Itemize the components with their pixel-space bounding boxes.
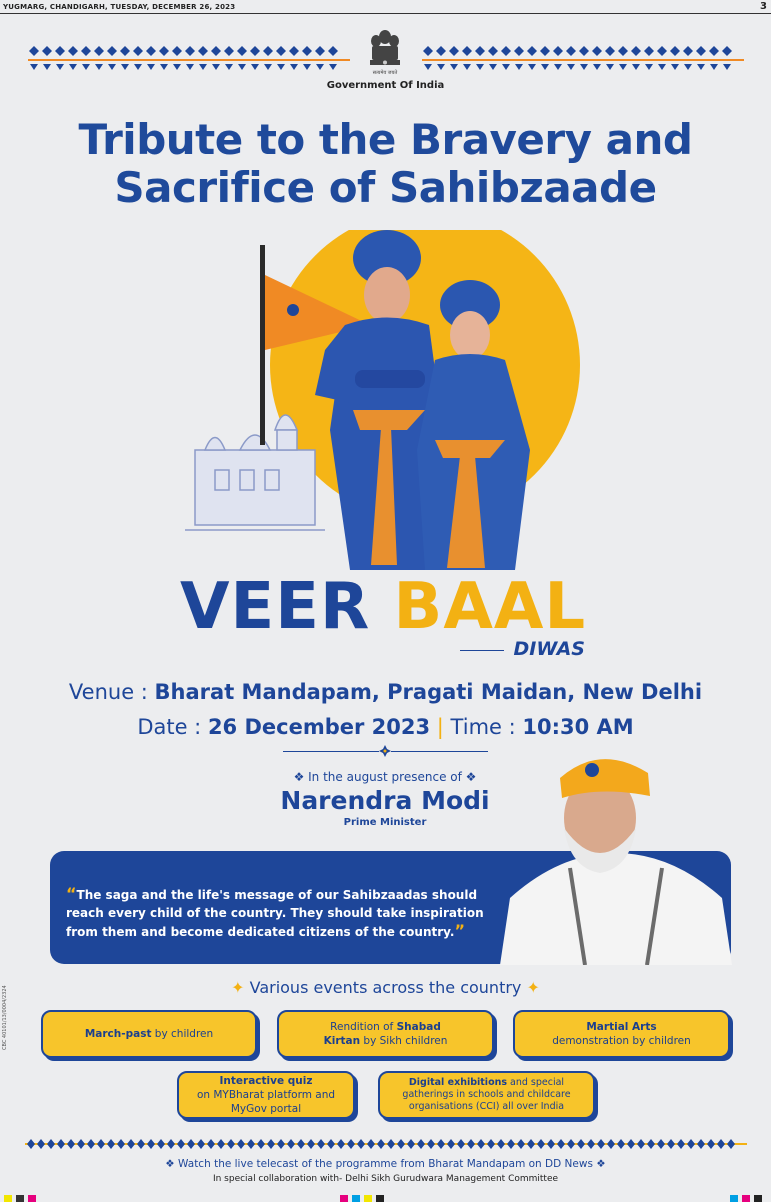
venue-label: Venue :	[68, 680, 155, 704]
event-pill-interactive-quiz	[177, 1071, 355, 1119]
ornament-icon: ✦	[231, 978, 250, 997]
ornament-icon: ❖	[165, 1158, 179, 1170]
event-pill-march-past	[41, 1010, 257, 1058]
events-heading	[200, 978, 571, 997]
date-value: 26 December 2023	[207, 715, 431, 739]
event-text: and special gatherings in schools and childcare organisations (CCI) all over India	[402, 1077, 571, 1112]
ornament-right-icon: ❖	[461, 770, 477, 784]
pm-name: Narendra Modi	[280, 786, 490, 815]
event-text: demonstration by children	[552, 1035, 691, 1047]
page-title	[40, 116, 731, 212]
khanda-icon	[287, 304, 299, 316]
quote-text: The saga and the life's message of our Sahibzaadas should reach every child of the country. They should take inspiration from them and become dedicated citizens of the country.	[66, 888, 484, 939]
ornament-icon: ❖	[592, 1158, 606, 1170]
flag-pole	[260, 245, 265, 445]
time-value: 10:30 AM	[522, 715, 634, 739]
footer-telecast	[0, 1158, 771, 1170]
event-bold: Martial Arts	[586, 1021, 657, 1033]
event-bold: March-past	[84, 1028, 152, 1040]
event-text: Rendition of	[330, 1021, 397, 1033]
pm-title: Prime Minister	[343, 817, 427, 828]
diamond-ornament-icon	[379, 745, 391, 757]
quote-text-block	[66, 885, 506, 941]
government-label: Government Of India	[326, 80, 445, 91]
newspaper-masthead	[0, 0, 771, 14]
event-pill-shabad-kirtan	[277, 1010, 494, 1058]
date-time-line	[0, 715, 771, 739]
event-pill-digital-exhibitions	[378, 1071, 595, 1119]
pm-portrait	[500, 748, 732, 965]
title-line-1: Tribute to the Bravery and	[78, 115, 693, 164]
page-number: 3	[760, 1, 767, 12]
masthead-date: YUGMARG, CHANDIGARH, TUESDAY, DECEMBER 26, 2023	[3, 3, 236, 11]
date-time-separator: |	[430, 715, 451, 739]
logo-word-veer: VEER	[180, 570, 371, 644]
title-line-2: Sacrifice of Sahibzaade	[114, 163, 657, 212]
state-emblem-icon	[364, 27, 406, 79]
events-heading-text: Various events across the country	[249, 978, 522, 997]
decorative-band-left	[28, 42, 350, 74]
decorative-band-footer	[25, 1134, 747, 1154]
event-bold: Shabad Kirtan	[323, 1021, 441, 1047]
presence-text: In the august presence of	[308, 770, 462, 784]
print-color-bar	[0, 1194, 771, 1202]
open-quote-icon: “	[66, 884, 77, 903]
venue-line	[0, 680, 771, 704]
side-code: CBC 40101/13/0004/2324	[2, 985, 8, 1050]
time-label: Time :	[450, 715, 523, 739]
footer-telecast-text: Watch the live telecast of the programme from Bharat Mandapam on DD News	[178, 1158, 593, 1170]
venue-value: Bharat Mandapam, Pragati Maidan, New Delhi	[154, 680, 703, 704]
event-bold: Interactive quiz	[219, 1075, 313, 1087]
sahibzaade-illustration	[185, 230, 595, 575]
presence-line	[240, 770, 530, 784]
ornament-left-icon: ❖	[293, 770, 309, 784]
event-text: by Sikh children	[360, 1035, 448, 1047]
date-label: Date :	[137, 715, 208, 739]
close-quote-icon: ”	[454, 921, 465, 940]
event-pill-martial-arts	[513, 1010, 730, 1058]
decorative-band-right	[422, 42, 744, 74]
event-text: by children	[151, 1028, 214, 1040]
ornament-icon: ✦	[521, 978, 540, 997]
event-text: on MYBharat platform and MyGov portal	[196, 1089, 336, 1115]
emblem-motto: सत्यमेव जयते	[372, 70, 398, 76]
logo-word-diwas: DIWAS	[513, 638, 585, 660]
footer-collaboration: In special collaboration with- Delhi Sikh Gurudwara Management Committee	[212, 1174, 559, 1184]
logo-word-baal: BAAL	[393, 570, 587, 644]
event-bold: Digital exhibitions	[408, 1077, 508, 1088]
veer-baal-logo	[180, 572, 600, 642]
